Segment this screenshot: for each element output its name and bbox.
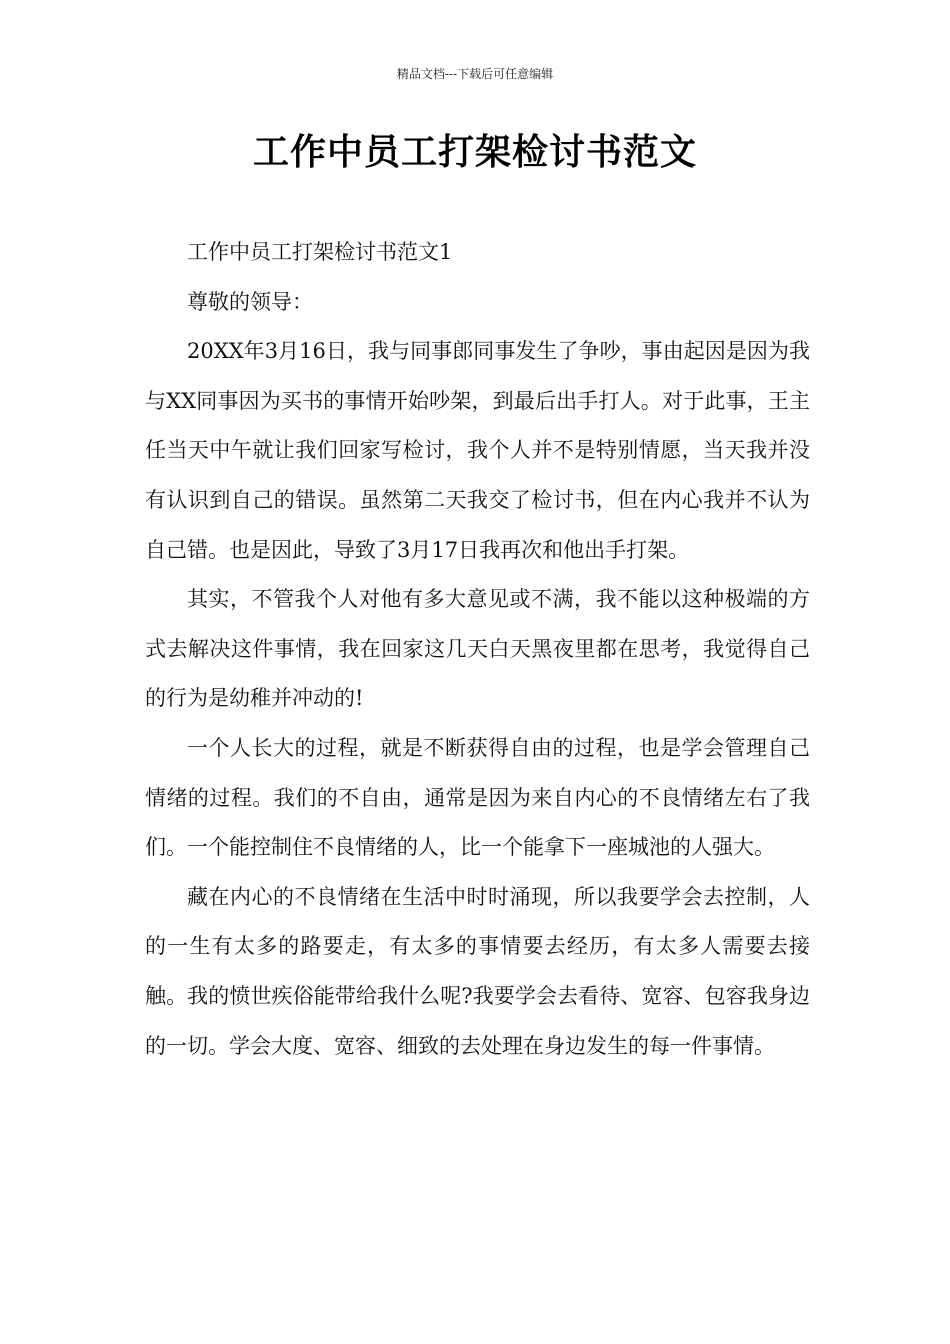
body-paragraph: 藏在内心的不良情绪在生活中时时涌现，所以我要学会去控制，人的一生有太多的路要走，有太多的事情要去经历，有太多人需要去接触。我的愤世疾俗能带给我什么呢?我要学会去看待、宽容、包容我身边的一切。学会大度、宽容、细致的去处理在身边发生的每一件事情。 [145,884,810,1058]
header-note: 精品文档---下载后可任意编辑 [396,67,554,81]
document-body [145,228,810,1071]
body-paragraph: 20XX年3月16日，我与同事郎同事发生了争吵，事由起因是因为我与XX同事因为买书的事情开始吵架，到最后出手打人。对于此事，王主任当天中午就让我们回家写检讨，我个人并不是特别情愿，当天我并没有认识到自己的错误。虽然第二天我交了检讨书，但在内心我并不认为自己错。也是因此，导致了3月17日我再次和他出手打架。 [145,339,810,562]
salutation: 尊敬的领导： [187,289,313,314]
section-heading: 工作中员工打架检讨书范文1 [187,240,453,264]
body-paragraph: 其实，不管我个人对他有多大意见或不满，我不能以这种极端的方式去解决这件事情，我在回家这几天白天黑夜里都在思考，我觉得自己的行为是幼稚并冲动的! [145,587,810,711]
document-title: 工作中员工打架检讨书范文 [252,132,697,173]
body-paragraph: 一个人长大的过程，就是不断获得自由的过程，也是学会管理自己情绪的过程。我们的不自由，通常是因为来自内心的不良情绪左右了我们。一个能控制住不良情绪的人，比一个能拿下一座城池的人强大。 [145,735,810,860]
